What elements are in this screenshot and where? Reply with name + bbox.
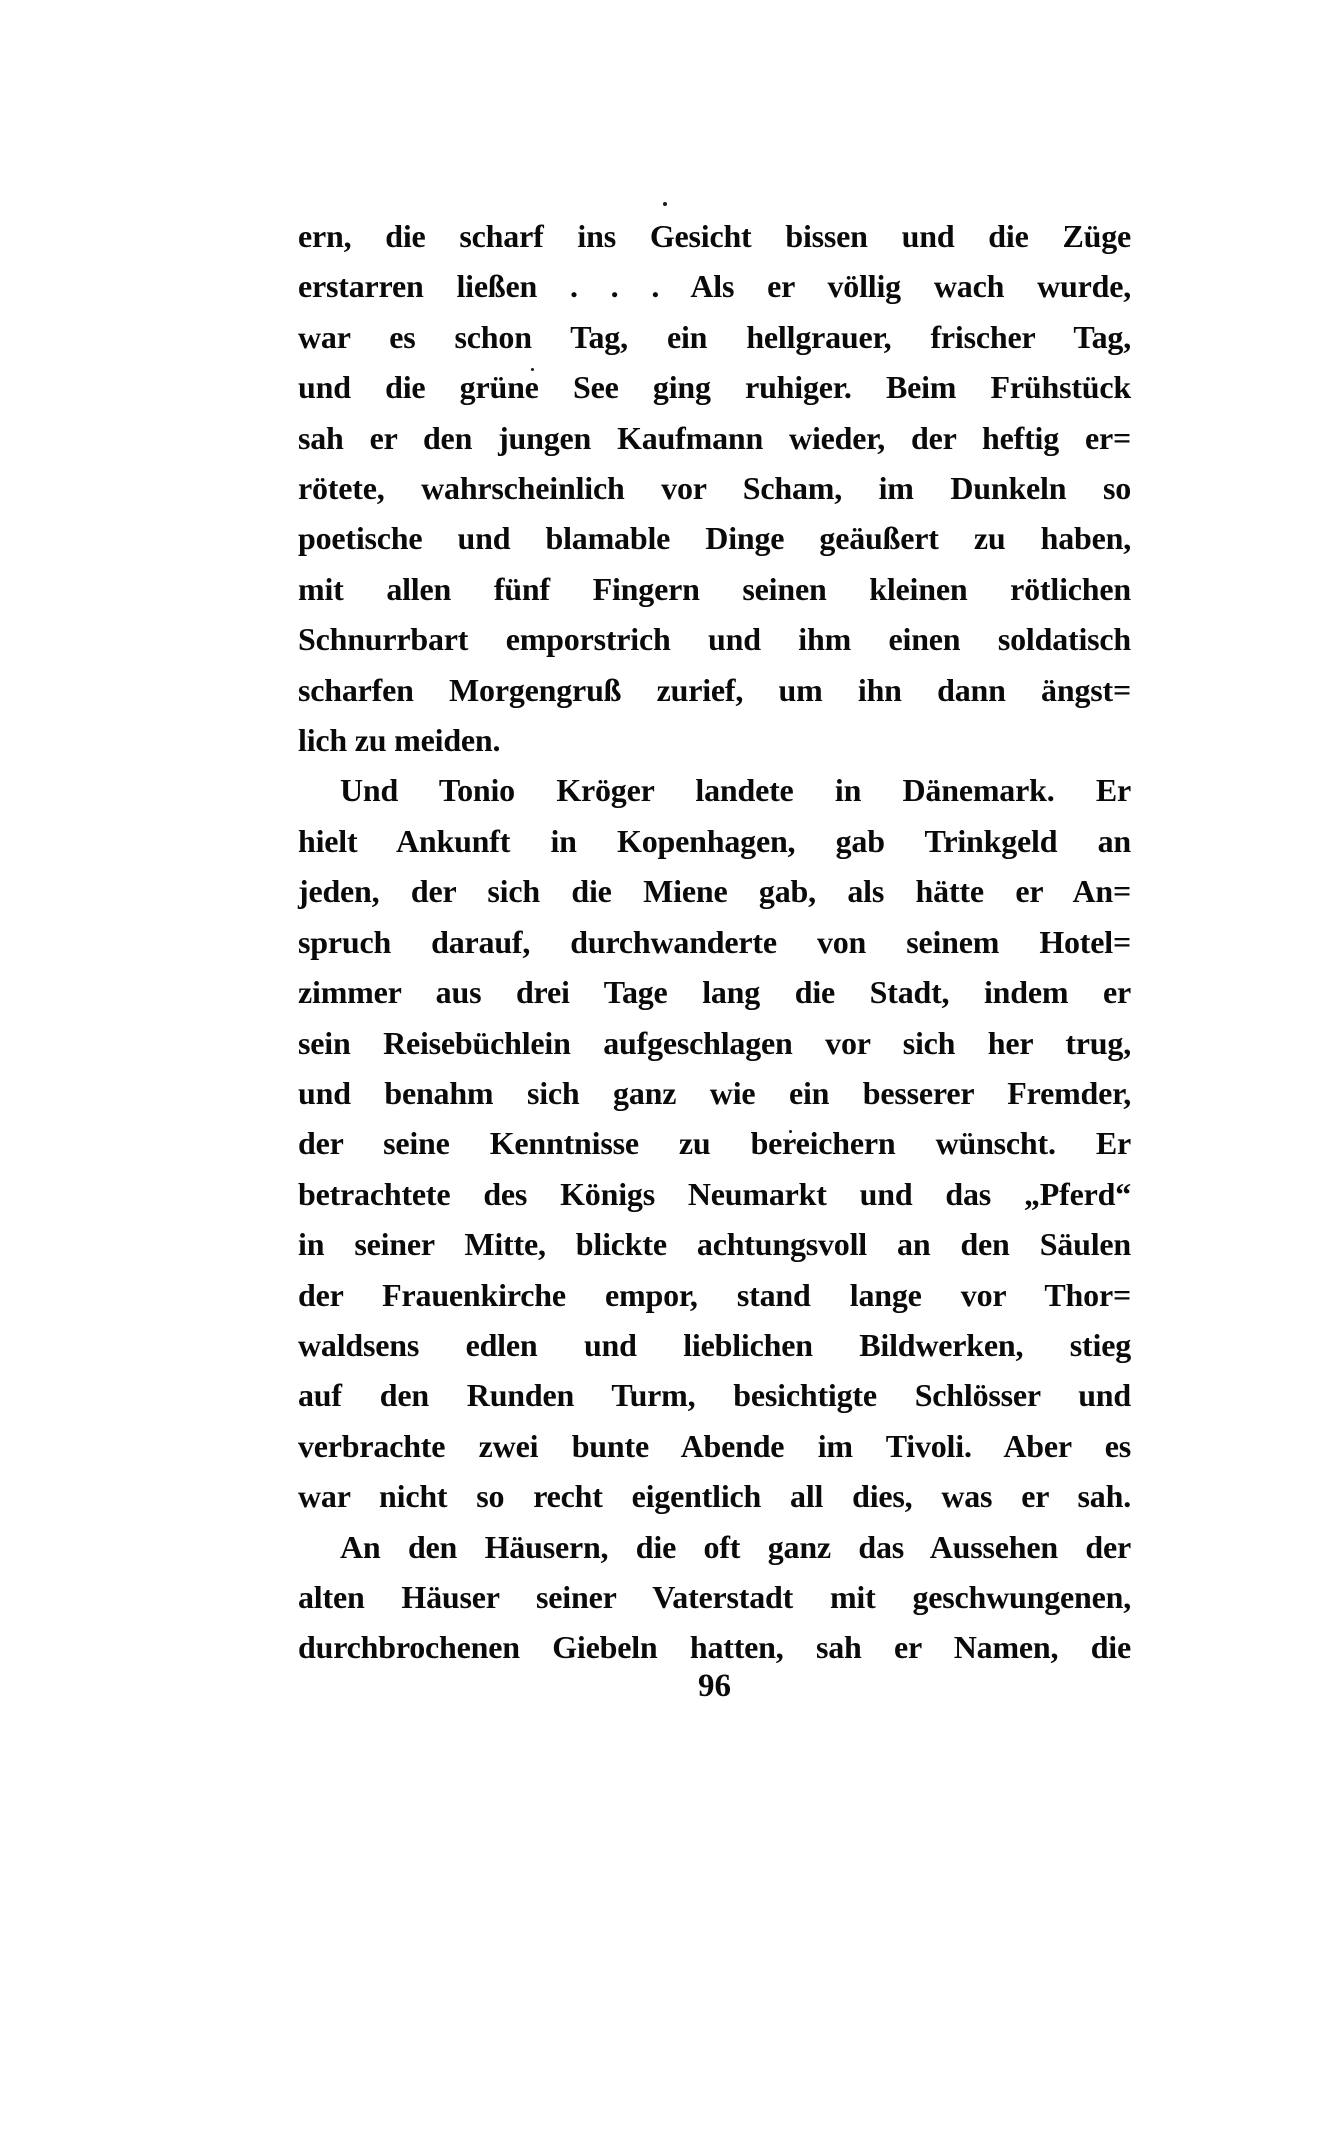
text-line: mit allen fünf Fingern seinen kleinen rötlichen bbox=[298, 570, 1131, 607]
text-line: auf den Runden Turm, besichtigte Schlösser und bbox=[298, 1377, 1131, 1414]
text-line: verbrachte zwei bunte Abende im Tivoli. Aber es bbox=[298, 1427, 1131, 1464]
text-line: scharfen Morgengruß zurief, um ihn dann ängst= bbox=[298, 671, 1131, 708]
paragraph bbox=[298, 765, 1131, 1521]
text-line: sah er den jungen Kaufmann wieder, der heftig er= bbox=[298, 419, 1131, 456]
text-line: betrachtete des Königs Neumarkt und das „Pferd“ bbox=[298, 1175, 1131, 1212]
scan-speck bbox=[663, 202, 667, 206]
page-number: 96 bbox=[698, 1668, 731, 1704]
text-line: in seiner Mitte, blickte achtungsvoll an den Säulen bbox=[298, 1226, 1131, 1263]
text-line: und benahm sich ganz wie ein besserer Fremder, bbox=[298, 1074, 1131, 1111]
text-block bbox=[298, 211, 1131, 1673]
text-line: erstarren ließen . . . Als er völlig wach wurde, bbox=[298, 268, 1131, 305]
text-line: war nicht so recht eigentlich all dies, was er sah. bbox=[298, 1478, 1131, 1515]
text-line: lich zu meiden. bbox=[298, 722, 501, 759]
text-line: rötete, wahrscheinlich vor Scham, im Dunkeln so bbox=[298, 470, 1131, 507]
text-line: der seine Kenntnisse zu bereichern wünscht. Er bbox=[298, 1125, 1131, 1162]
text-line: ern, die scharf ins Gesicht bissen und die Züge bbox=[298, 218, 1131, 254]
text-line: An den Häusern, die oft ganz das Aussehen der bbox=[340, 1528, 1131, 1565]
text-line: und die grüne See ging ruhiger. Beim Frühstück bbox=[298, 369, 1131, 406]
text-line: poetische und blamable Dinge geäußert zu haben, bbox=[298, 520, 1131, 557]
text-line: spruch darauf, durchwanderte von seinem Hotel= bbox=[298, 923, 1131, 960]
text-line: waldsens edlen und lieblichen Bildwerken, stieg bbox=[298, 1326, 1131, 1363]
text-line: der Frauenkirche empor, stand lange vor Thor= bbox=[298, 1276, 1131, 1313]
text-line: hielt Ankunft in Kopenhagen, gab Trinkgeld an bbox=[298, 822, 1131, 859]
text-line: sein Reisebüchlein aufgeschlagen vor sich her trug, bbox=[298, 1024, 1131, 1061]
text-line: jeden, der sich die Miene gab, als hätte er An= bbox=[298, 873, 1131, 910]
paragraph bbox=[298, 211, 1131, 765]
text-line: zimmer aus drei Tage lang die Stadt, indem er bbox=[298, 974, 1131, 1011]
text-line: war es schon Tag, ein hellgrauer, frischer Tag, bbox=[298, 318, 1131, 355]
text-line: durchbrochenen Giebeln hatten, sah er Namen, die bbox=[298, 1629, 1131, 1666]
text-line: Schnurrbart emporstrich und ihm einen soldatisch bbox=[298, 621, 1131, 658]
paragraph bbox=[298, 1522, 1131, 1673]
text-line: Und Tonio Kröger landete in Dänemark. Er bbox=[340, 772, 1131, 809]
text-line: alten Häuser seiner Vaterstadt mit geschwungenen, bbox=[298, 1578, 1131, 1615]
